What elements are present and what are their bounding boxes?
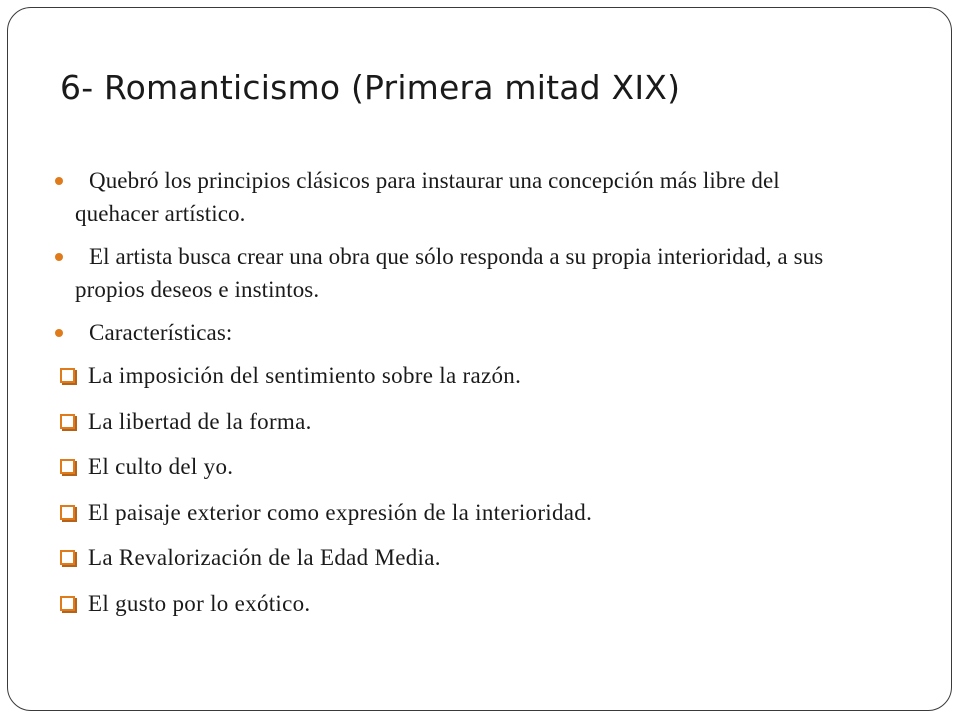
checkbox-bullet-icon bbox=[60, 414, 75, 429]
characteristic-text: La imposición del sentimiento sobre la razón. bbox=[88, 363, 522, 388]
slide-frame bbox=[7, 7, 952, 711]
checkbox-bullet-icon bbox=[60, 368, 75, 383]
characteristics-list bbox=[48, 359, 848, 620]
bullet-dot-icon bbox=[55, 177, 63, 185]
characteristic-item bbox=[48, 496, 848, 529]
characteristic-item bbox=[48, 450, 848, 483]
characteristic-item bbox=[48, 405, 848, 438]
characteristic-item bbox=[48, 587, 848, 620]
checkbox-bullet-icon bbox=[60, 596, 75, 611]
characteristic-text: La libertad de la forma. bbox=[88, 408, 312, 434]
checkbox-bullet-icon bbox=[60, 550, 75, 565]
checkbox-bullet-icon bbox=[60, 505, 75, 520]
checkbox-bullet-icon bbox=[60, 459, 75, 474]
characteristic-item bbox=[48, 541, 848, 574]
slide-content bbox=[48, 164, 848, 633]
slide-title: 6- Romanticismo (Primera mitad XIX) bbox=[60, 68, 681, 107]
bullet-text: Características: bbox=[89, 320, 233, 345]
bullet-dot-icon bbox=[55, 329, 63, 337]
characteristic-text: El gusto por lo exótico. bbox=[88, 590, 311, 616]
bullet-text: El artista busca crear una obra que sólo responda a su propia interioridad, a sus propios deseos e instintos. bbox=[75, 244, 824, 302]
bullet-item bbox=[48, 316, 848, 349]
characteristic-item bbox=[48, 359, 848, 392]
characteristic-text: El culto del yo. bbox=[88, 454, 234, 480]
bullet-text: Quebró los principios clásicos para instaurar una concepción más libre del quehacer artístico. bbox=[75, 168, 780, 226]
characteristic-text: El paisaje exterior como expresión de la interioridad. bbox=[88, 499, 593, 525]
bullet-item bbox=[48, 240, 848, 306]
characteristic-text: La Revalorización de la Edad Media. bbox=[88, 545, 441, 571]
bullet-dot-icon bbox=[55, 253, 63, 261]
bullet-item bbox=[48, 164, 848, 230]
